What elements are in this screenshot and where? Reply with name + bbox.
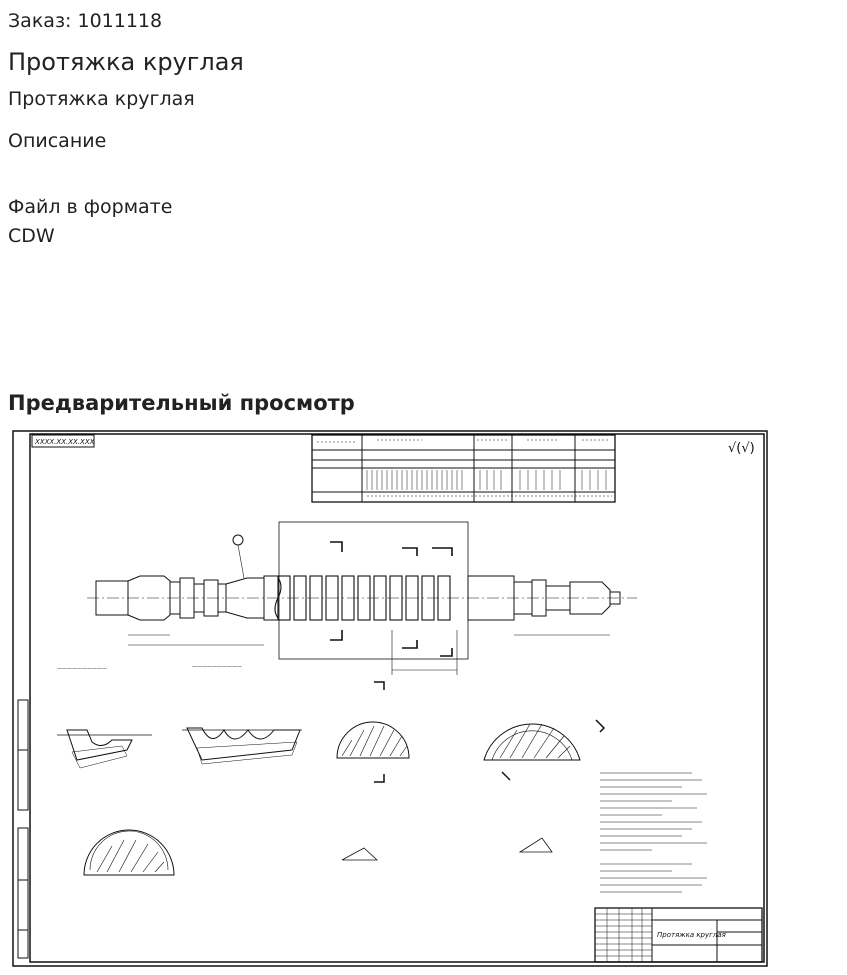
- svg-text:——————————: ——————————: [192, 664, 242, 670]
- product-title: Протяжка круглая: [8, 48, 244, 76]
- svg-text:——————————: ——————————: [57, 666, 107, 672]
- stamp-code: ХХХХ.ХХ.ХХ.ХХХ: [35, 438, 95, 446]
- description-heading: Описание: [8, 130, 107, 152]
- broach-main-view: [87, 522, 637, 675]
- roughness-mark: √(√): [728, 441, 755, 456]
- tooth-profile-details: [57, 664, 302, 768]
- title-block: [595, 908, 762, 962]
- order-number: Заказ: 1011118: [8, 10, 163, 32]
- parameter-table: [312, 435, 615, 502]
- product-subtitle: Протяжка круглая: [8, 88, 195, 110]
- file-format-text: Файл в формате CDW: [8, 196, 173, 247]
- cross-sections: [84, 682, 604, 875]
- preview-heading: Предварительный просмотр: [8, 391, 355, 415]
- technical-notes: [600, 773, 707, 892]
- titleblock-product-name: Протяжка круглая: [657, 931, 726, 939]
- drawing-preview-image: [12, 430, 769, 968]
